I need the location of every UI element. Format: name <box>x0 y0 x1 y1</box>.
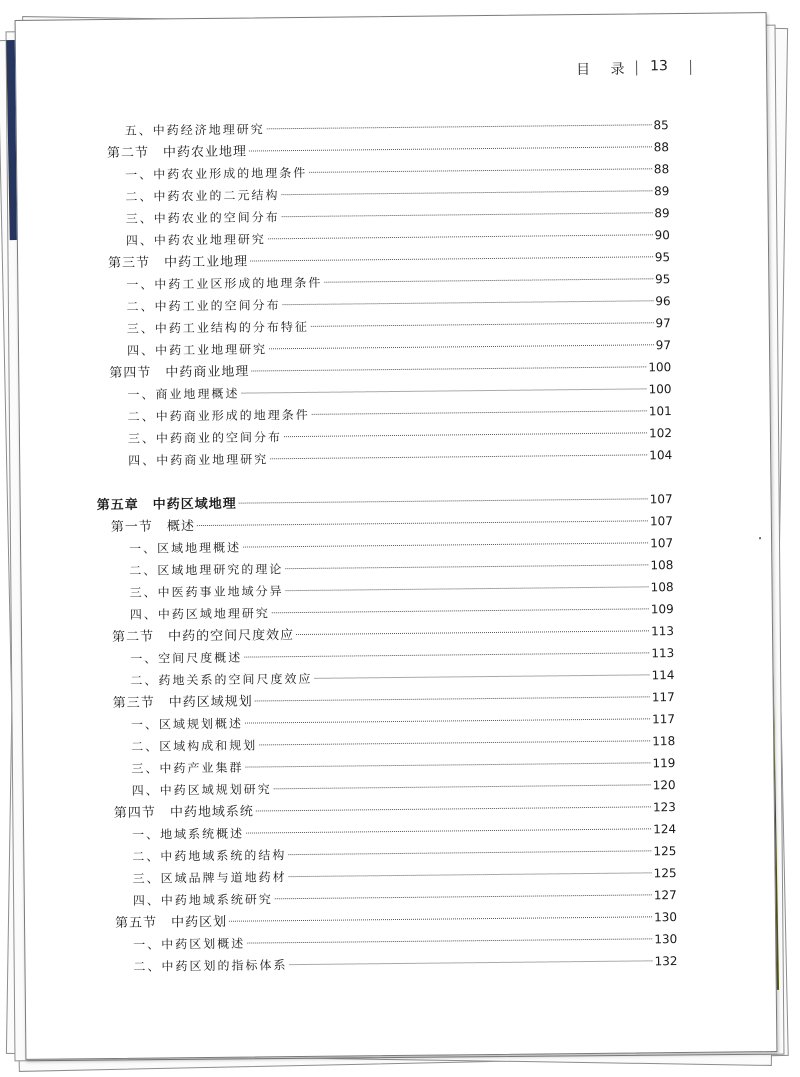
leader-dots <box>309 168 652 173</box>
toc-entry-page: 125 <box>653 866 677 881</box>
toc-entry-title: 中药的空间尺度效应 <box>167 628 295 645</box>
toc-entry-number: 第一节 <box>110 519 153 535</box>
toc-entry-number: 第四节 <box>113 805 156 821</box>
leader-dots <box>274 784 651 789</box>
table-of-contents <box>93 114 678 978</box>
toc-entry-page: 85 <box>653 118 669 133</box>
toc-entry-label: 四、中药区域地理研究 <box>129 606 270 622</box>
toc-entry-page: 132 <box>654 954 678 969</box>
toc-entry-label: 二、中药工业的空间分布 <box>126 298 281 314</box>
toc-entry-page: 107 <box>649 492 673 507</box>
toc-entry-page: 125 <box>653 844 677 859</box>
toc-entry-page: 97 <box>655 316 671 331</box>
toc-entry-title: 中药农业地理 <box>162 144 248 161</box>
leader-dots <box>243 542 648 547</box>
toc-entry-label: 四、中药商业地理研究 <box>128 452 269 468</box>
toc-entry-label: 二、区域地理研究的理论 <box>129 562 284 578</box>
toc-entry-number: 第三节 <box>112 695 155 711</box>
leader-dots <box>246 828 651 833</box>
toc-entry-page: 100 <box>648 382 672 397</box>
toc-entry-page: 120 <box>652 778 676 793</box>
page-speck <box>759 537 761 539</box>
leader-dots <box>282 212 653 217</box>
toc-entry-label: 一、中药农业形成的地理条件 <box>125 165 308 182</box>
leader-dots <box>285 564 648 569</box>
toc-entry-item[interactable] <box>101 950 677 978</box>
toc-entry-page: 114 <box>651 668 675 683</box>
leader-dots <box>296 630 649 635</box>
toc-entry-page: 130 <box>654 932 678 947</box>
toc-entry-title: 中药商业地理 <box>165 364 250 381</box>
toc-entry-page: 117 <box>651 712 676 727</box>
toc-entry-title: 中药区划 <box>170 914 228 931</box>
leader-dots <box>288 850 651 855</box>
toc-entry-number: 第五章 <box>96 497 139 514</box>
toc-entry-label: 一、空间尺度概述 <box>130 650 243 666</box>
leader-dots <box>314 674 649 679</box>
toc-entry-page: 124 <box>653 822 677 837</box>
toc-entry-label: 一、地域系统概述 <box>132 826 245 842</box>
toc-entry-title: 概述 <box>166 519 196 535</box>
running-head <box>576 58 716 79</box>
leader-dots <box>250 256 653 261</box>
toc-entry-number: 第二节 <box>106 145 150 162</box>
toc-entry-label <box>97 516 195 539</box>
toc-entry-number: 第三节 <box>108 255 151 271</box>
leader-dots <box>289 872 652 877</box>
toc-entry-label: 四、中药地域系统研究 <box>132 892 273 908</box>
toc-entry-title: 中药工业地理 <box>164 254 249 271</box>
toc-entry-label <box>99 692 253 716</box>
leader-dots <box>249 146 652 151</box>
toc-entry-page: 118 <box>652 734 676 749</box>
leader-dots <box>269 344 654 349</box>
leader-dots <box>324 278 653 282</box>
toc-entry-page: 88 <box>653 162 670 177</box>
leader-dots <box>197 520 648 526</box>
toc-entry-title: 中药区域地理 <box>152 496 237 513</box>
leader-dots <box>245 718 650 723</box>
toc-entry-number: 第四节 <box>109 365 152 381</box>
leader-dots <box>289 960 652 965</box>
toc-entry-label: 一、区域地理概述 <box>129 540 242 556</box>
leader-dots <box>281 190 652 195</box>
toc-entry-page: 107 <box>650 536 674 551</box>
leader-dots <box>268 234 653 239</box>
toc-entry-label: 三、中医药事业地域分异 <box>129 584 284 600</box>
toc-entry-label: 二、中药商业形成的地理条件 <box>127 407 310 424</box>
leader-dots <box>272 608 649 613</box>
leader-dots <box>311 322 654 327</box>
toc-entry-page: 90 <box>654 228 670 243</box>
divider <box>636 60 637 75</box>
toc-entry-item[interactable] <box>96 444 672 472</box>
leader-dots <box>267 124 652 129</box>
toc-entry-page: 101 <box>648 404 672 419</box>
toc-entry-label: 一、商业地理概述 <box>127 386 240 402</box>
toc-entry-label: 三、中药产业集群 <box>131 760 244 776</box>
toc-entry-page: 104 <box>649 448 673 463</box>
toc-entry-label: 一、中药工业区形成的地理条件 <box>126 275 323 292</box>
toc-entry-page: 119 <box>652 756 676 771</box>
page-number: 13 <box>650 58 669 75</box>
toc-entry-page: 97 <box>655 338 672 353</box>
toc-entry-label: 二、中药农业的二元结构 <box>125 188 280 204</box>
toc-entry-label: 四、中药工业地理研究 <box>126 342 268 358</box>
toc-page <box>15 12 778 1060</box>
leader-dots <box>247 938 652 943</box>
toc-entry-label: 一、中药区划概述 <box>133 936 246 952</box>
toc-entry-page: 102 <box>648 426 673 441</box>
toc-entry-page: 123 <box>652 800 676 815</box>
toc-entry-label: 三、中药农业的空间分布 <box>125 210 280 226</box>
toc-entry-page: 88 <box>653 140 670 155</box>
toc-entry-label: 二、区域构成和规划 <box>131 738 258 754</box>
toc-entry-page: 96 <box>655 294 671 309</box>
toc-entry-label: 五、中药经济地理研究 <box>124 122 265 138</box>
toc-entry-page: 127 <box>653 888 677 903</box>
leader-dots <box>259 740 650 745</box>
toc-entry-label: 二、中药区划的指标体系 <box>133 958 288 974</box>
running-head-title: 目 录 <box>576 61 633 79</box>
toc-entry-label: 三、中药商业的空间分布 <box>127 430 283 446</box>
leader-dots <box>255 696 650 701</box>
toc-entry-page: 89 <box>654 184 670 199</box>
leader-dots <box>242 388 647 393</box>
toc-entry-page: 100 <box>648 360 672 375</box>
toc-entry-title: 中药地域系统 <box>169 804 254 821</box>
leader-dots <box>245 762 650 767</box>
divider <box>690 60 691 75</box>
toc-entry-number: 第二节 <box>111 629 155 645</box>
leader-dots <box>239 498 648 503</box>
toc-entry-page: 117 <box>651 690 675 705</box>
toc-entry-page: 130 <box>654 910 678 925</box>
leader-dots <box>312 410 647 415</box>
toc-entry-label: 二、中药地域系统的结构 <box>132 848 287 864</box>
toc-entry-page: 89 <box>654 206 670 221</box>
leader-dots <box>275 894 652 899</box>
toc-entry-page: 95 <box>654 272 671 287</box>
toc-entry-label: 二、药地关系的空间尺度效应 <box>130 671 313 688</box>
leader-dots <box>283 300 654 305</box>
leader-dots <box>286 586 649 591</box>
toc-entry-label <box>93 142 247 166</box>
leader-dots <box>244 652 649 657</box>
toc-entry-label: 三、区域品牌与道地药材 <box>132 870 287 886</box>
toc-entry-label: 一、区域规划概述 <box>130 716 244 732</box>
toc-entry-page: 95 <box>654 250 671 265</box>
toc-entry-page: 108 <box>650 558 674 573</box>
leader-dots <box>256 806 651 811</box>
leader-dots <box>251 366 646 371</box>
toc-entry-label: 四、中药区域规划研究 <box>131 782 272 798</box>
leader-dots <box>270 454 647 459</box>
toc-entry-label <box>95 362 249 386</box>
leader-dots <box>229 916 652 921</box>
leader-dots <box>284 432 647 437</box>
toc-entry-number: 第五节 <box>114 915 158 931</box>
toc-entry-label <box>97 494 237 517</box>
toc-entry-label <box>94 252 248 276</box>
toc-entry-page: 109 <box>650 602 674 617</box>
toc-entry-label: 四、中药农业地理研究 <box>125 232 266 248</box>
toc-entry-title: 中药区域规划 <box>168 694 253 711</box>
toc-entry-label <box>98 625 294 649</box>
toc-entry-page: 113 <box>651 624 675 639</box>
toc-entry-page: 108 <box>650 580 674 595</box>
toc-entry-page: 113 <box>651 646 675 661</box>
toc-entry-page: 107 <box>649 514 673 529</box>
toc-entry-label <box>101 912 227 935</box>
toc-entry-label: 三、中药工业结构的分布特征 <box>126 319 309 336</box>
toc-entry-label <box>100 802 254 826</box>
